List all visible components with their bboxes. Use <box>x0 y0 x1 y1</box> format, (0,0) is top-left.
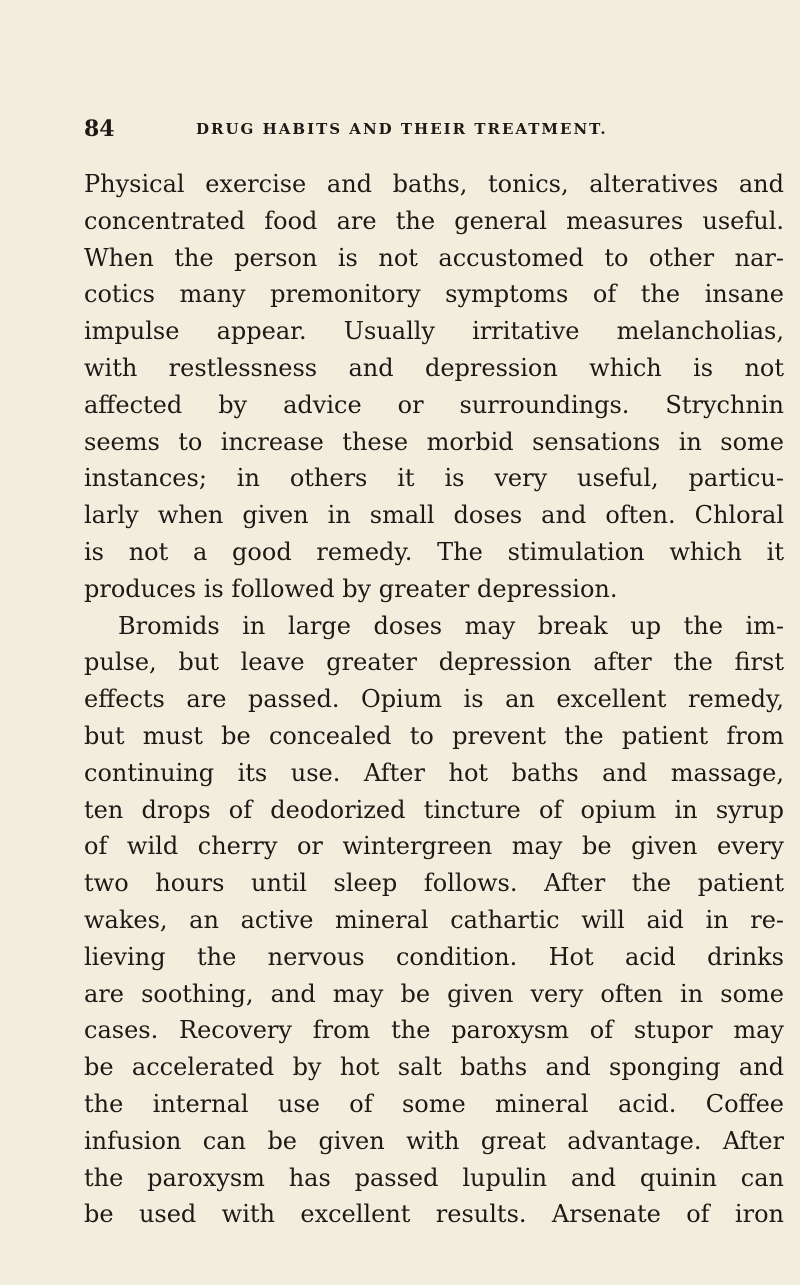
text-line: cotics many premonitory symptoms of the insane <box>84 280 784 309</box>
text-line: two hours until sleep follows. After the patient <box>84 869 784 898</box>
text-line: continuing its use. After hot baths and massage, <box>84 758 784 787</box>
text-line: effects are passed. Opium is an excellent remedy, <box>84 685 784 714</box>
text-line: impulse appear. Usually irritative melancholias, <box>84 317 784 346</box>
text-line: affected by advice or surroundings. Strychnin <box>84 390 784 419</box>
text-line: is not a good remedy. The stimulation which it <box>84 537 784 566</box>
text-line: When the person is not accustomed to other nar- <box>84 243 784 272</box>
text-line: Bromids in large doses may break up the im- <box>118 611 784 640</box>
text-line: are soothing, and may be given very often in some <box>84 979 784 1008</box>
text-line: the internal use of some mineral acid. Coffee <box>84 1089 784 1118</box>
text-line: larly when given in small doses and often. Chloral <box>84 501 784 530</box>
text-line: be accelerated by hot salt baths and sponging and <box>84 1053 784 1082</box>
text-line: but must be concealed to prevent the patient from <box>84 721 784 750</box>
body-text <box>84 166 784 1233</box>
text-line: pulse, but leave greater depression after the first <box>84 648 784 677</box>
text-line: infusion can be given with great advantage. After <box>84 1126 784 1155</box>
text-line: be used with excellent results. Arsenate of iron <box>84 1200 784 1229</box>
text-line: with restlessness and depression which is not <box>84 353 784 382</box>
text-line: wakes, an active mineral cathartic will aid in re- <box>84 905 784 934</box>
page-number: 84 <box>84 116 115 142</box>
text-line: of wild cherry or wintergreen may be given every <box>84 832 784 861</box>
running-head: DRUG HABITS AND THEIR TREATMENT. <box>196 120 608 138</box>
text-line: Physical exercise and baths, tonics, alteratives and <box>84 170 784 198</box>
text-line: instances; in others it is very useful, particu- <box>84 464 784 493</box>
text-line: produces is followed by greater depression. <box>84 574 618 603</box>
text-line: concentrated food are the general measures useful. <box>84 206 784 235</box>
text-line: the paroxysm has passed lupulin and quinin can <box>84 1163 784 1192</box>
text-line: seems to increase these morbid sensations in some <box>84 427 784 456</box>
text-line: ten drops of deodorized tincture of opium in syrup <box>84 795 784 824</box>
text-line: cases. Recovery from the paroxysm of stupor may <box>84 1016 784 1045</box>
text-line: lieving the nervous condition. Hot acid drinks <box>84 942 784 971</box>
